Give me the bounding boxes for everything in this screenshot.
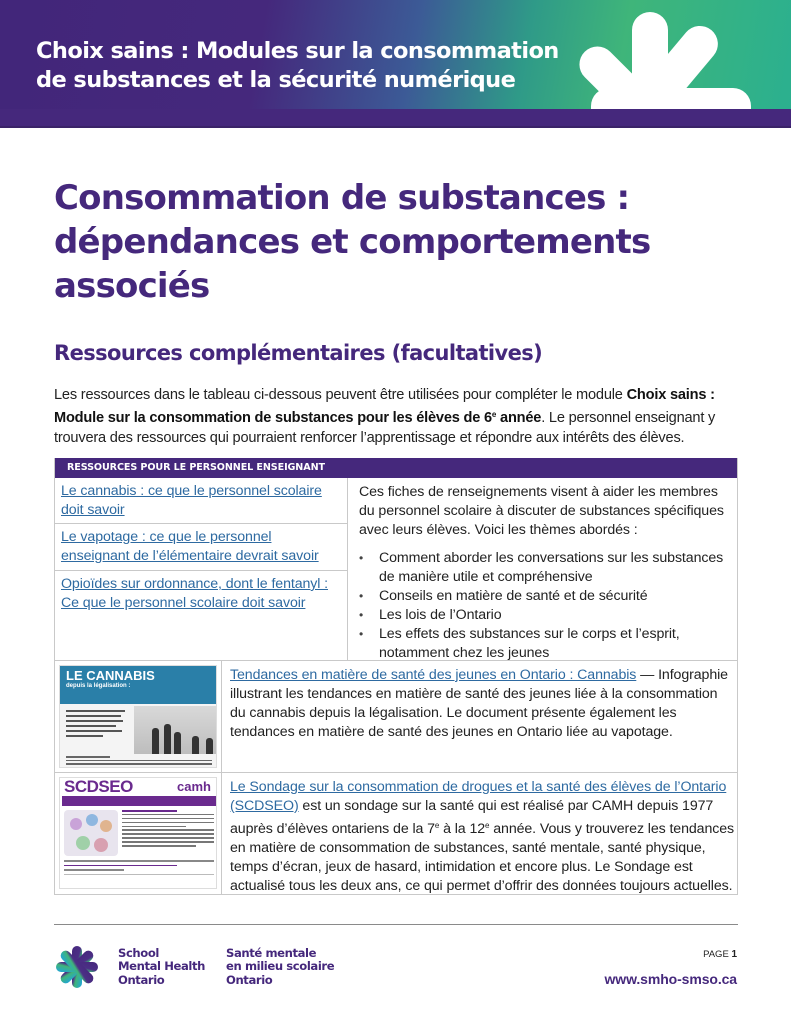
- list-item: • Les effets des substances sur le corps et l’esprit, notamment chez les jeunes: [359, 625, 735, 663]
- link-cell: [55, 478, 347, 524]
- page-label: PAGE: [703, 949, 729, 960]
- ordinal-sup: e: [434, 821, 440, 830]
- description-text: Ces fiches de renseignements visent à aider les membres du personnel scolaire à discuter de substances spécifiques avec leurs élèves. Voici les thèmes abordés :: [359, 484, 724, 538]
- description-text: — Infographie illustrant les tendances en matière de santé des jeunes liée à la consommation du cannabis depuis la légalisation. Le document présente également les tendances en matière de santé des jeunes en Ontario liée au vapotage.: [230, 667, 728, 740]
- survey-description: [230, 778, 735, 896]
- cannabis-fact-sheet-link[interactable]: Le cannabis : ce que le personnel scolaire doit savoir: [61, 483, 322, 518]
- section-subtitle: Ressources complémentaires (facultatives): [54, 341, 543, 365]
- ordinal-sup: e: [485, 821, 490, 830]
- org-name-line: Mental Health: [118, 959, 205, 974]
- description-text: est un sondage sur la santé qui est réalisé par CAMH depuis 1977 auprès d’élèves ontariens de la 7: [230, 798, 714, 837]
- opioids-fact-sheet-link[interactable]: Opioïdes sur ordonnance, dont le fentanyl : Ce que le personnel scolaire doit savoir: [61, 576, 329, 611]
- org-name-line: Ontario: [226, 972, 273, 987]
- thumbnail-text-lines: [64, 860, 214, 878]
- youth-health-trends-link[interactable]: Tendances en matière de santé des jeunes en Ontario : Cannabis: [230, 667, 637, 683]
- list-item: • Les lois de l’Ontario: [359, 606, 735, 625]
- link-cell: [55, 571, 347, 659]
- thumbnail-band: [62, 796, 216, 806]
- flower-logo-icon: [565, 10, 791, 109]
- list-item: • Conseils en matière de santé et de sécurité: [359, 587, 735, 606]
- module-name-tail: année: [496, 410, 542, 426]
- module-name-text: Choix sains : Module sur la consommation de substances pour les élèves de 6: [54, 387, 715, 426]
- resources-table: [54, 458, 738, 895]
- thumbnail-subtitle: depuis la légalisation :: [66, 683, 131, 689]
- thumbnail-banner: [60, 666, 217, 704]
- page-title-line3: associés: [54, 266, 210, 306]
- list-item: • Comment aborder les conversations sur les substances de manière utile et compréhensive: [359, 549, 735, 587]
- org-name-english: [118, 947, 205, 987]
- cannabis-infographic-thumbnail[interactable]: [59, 665, 217, 768]
- thumbnail-photo: [134, 706, 217, 754]
- thumbnail-illustration: [64, 810, 118, 856]
- org-name-french: [226, 947, 334, 987]
- thumbnail-cell: [55, 773, 222, 894]
- fact-sheet-links: [55, 478, 348, 661]
- org-name-line: Santé mentale: [226, 946, 317, 960]
- series-title-line1: Choix sains : Modules sur la consommation: [36, 38, 559, 64]
- page-number: [703, 949, 737, 960]
- header-strip: [0, 109, 791, 127]
- thumbnail-footnote: [66, 756, 212, 768]
- table-row: [55, 773, 737, 894]
- page-title-line2: dépendances et comportements: [54, 222, 651, 262]
- series-title-line2: de substances et la sécurité numérique: [36, 67, 516, 93]
- description-text: année. Vous y trouverez les tendances en matière de consommation de substances, santé mentale, santé physique, temps d’écran, jeux de hasard, intimidation et encore plus. Le Sondage est actualisé tous les deux ans, ce qui permet d’offrir des données toujours actuelles.: [230, 821, 735, 894]
- table-row: [55, 661, 737, 773]
- intro-text-end: . Le personnel enseignant y trouvera des ressources qui pourraient renforcer l’apprentissage et répondre aux intérêts des élèves.: [54, 410, 716, 446]
- fact-sheets-description: [359, 483, 735, 663]
- org-name-line: Ontario: [118, 972, 165, 987]
- table-row: [55, 478, 737, 661]
- infographic-description: [230, 666, 735, 742]
- smho-flower-logo-icon: [54, 944, 100, 990]
- link-cell: [55, 524, 347, 571]
- header-banner: [0, 0, 791, 109]
- website-link[interactable]: www.smho-smso.ca: [604, 971, 737, 987]
- intro-paragraph: [54, 385, 744, 448]
- camh-logo: camh: [177, 779, 211, 794]
- intro-text: Les ressources dans le tableau ci-dessous peuvent être utilisées pour compléter le module: [54, 387, 627, 403]
- org-name-line: School: [118, 946, 159, 960]
- footer-divider: [54, 924, 738, 925]
- vaping-fact-sheet-link[interactable]: Le vapotage : ce que le personnel enseignant de l’élémentaire devrait savoir: [61, 529, 319, 564]
- org-name-line: en milieu scolaire: [226, 959, 335, 974]
- scdseo-survey-link[interactable]: Le Sondage sur la consommation de drogues et la santé des élèves de l’Ontario (SCDSEO): [230, 779, 727, 814]
- thumbnail-title: LE CANNABIS: [66, 668, 155, 683]
- page-title-line1: Consommation de substances :: [54, 178, 630, 218]
- series-title: [36, 37, 596, 95]
- page-title: [54, 176, 744, 308]
- thumbnail-text-lines: [122, 810, 214, 849]
- thumbnail-text-lines: [66, 710, 128, 740]
- page-number-value: 1: [731, 949, 737, 960]
- scdseo-survey-thumbnail[interactable]: [59, 777, 217, 889]
- thumbnail-cell: [55, 661, 222, 772]
- description-text: à la 12: [439, 821, 486, 837]
- topics-list: [359, 549, 735, 663]
- ordinal-sup: e: [491, 410, 497, 419]
- thumbnail-title: SCDSEO: [64, 777, 133, 796]
- table-header: RESSOURCES POUR LE PERSONNEL ENSEIGNANT: [55, 458, 737, 478]
- header-divider: [0, 126, 791, 128]
